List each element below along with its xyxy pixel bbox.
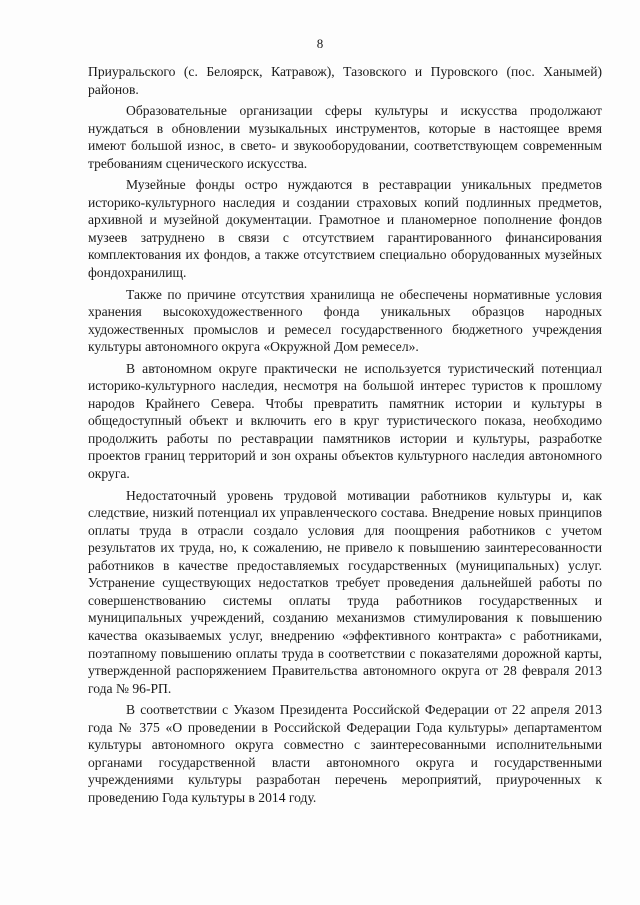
paragraph: Также по причине отсутствия хранилища не обеспечены нормативные условия хранения высокохудожественного фонда уникальных образцов народных художественных промыслов и ремесел государственного бюджетного учреждения культуры автономного округа «Окружной Дом ремесел». <box>88 286 602 355</box>
page-number: 8 <box>316 36 324 51</box>
document-body <box>88 63 602 810</box>
paragraph: Образовательные организации сферы культуры и искусства продолжают нуждаться в обновлении музыкальных инструментов, которые в настоящее время имеют большой износ, в свето- и звукооборудовании, соответствующем современным требованиям сценического искусства. <box>88 103 602 171</box>
paragraph: В соответствии с Указом Президента Российской Федерации от 22 апреля 2013 года № 375 «О проведении в Российской Федерации Года культуры» департаментом культуры автономного округа совместно с заинтересованными исполнительными органами государственной власти автономного округа и государственными учреждениями культуры разработан перечень мероприятий, приуроченных к проведению Года культуры в 2014 году. <box>88 702 602 805</box>
paragraph: Недостаточный уровень трудовой мотивации работников культуры и, как следствие, низкий потенциал их управленческого состава. Внедрение новых принципов оплаты труда в отрасли создало условия для поощрения работников с учетом результатов их труда, но, к сожалению, не привело к повышению заинтересованности работников в качестве предоставляемых государственных (муниципальных) услуг. Устранение существующих недостатков требует проведения дальнейшей работы по совершенствованию системы оплаты труда работников государственных и муниципальных учреждений, созданию механизмов стимулирования к повышению качества оказываемых услуг, внедрению «эффективного контракта» с работниками, поэтапному повышению оплаты труда в соответствии с показателями дорожной карты, утвержденной распоряжением Правительства автономного округа от 28 февраля 2013 года № 96-РП. <box>88 487 602 696</box>
paragraph: В автономном округе практически не используется туристический потенциал историко-культурного наследия, несмотря на большой интерес туристов к прошлому народов Крайнего Севера. Чтобы превратить памятник истории и культуры в общедоступный объект и включить его в круг туристического показа, необходимо продолжить работы по реставрации памятников истории и культуры, разработке проектов границ территорий и зон охраны объектов культурного наследия автономного округа. <box>88 360 602 482</box>
paragraph: Музейные фонды остро нуждаются в реставрации уникальных предметов историко-культурного наследия и создании страховых копий подлинных предметов, архивной и музейной документации. Грамотное и планомерное пополнение фондов музеев затруднено в связи с отсутствием гарантированного финансирования комплектования их фондов, а также отсутствием специально оборудованных музейных фондохранилищ. <box>88 177 602 281</box>
paragraph: Приуральского (с. Белоярск, Катравож), Тазовского и Пуровского (пос. Ханымей) районов. <box>88 64 602 97</box>
